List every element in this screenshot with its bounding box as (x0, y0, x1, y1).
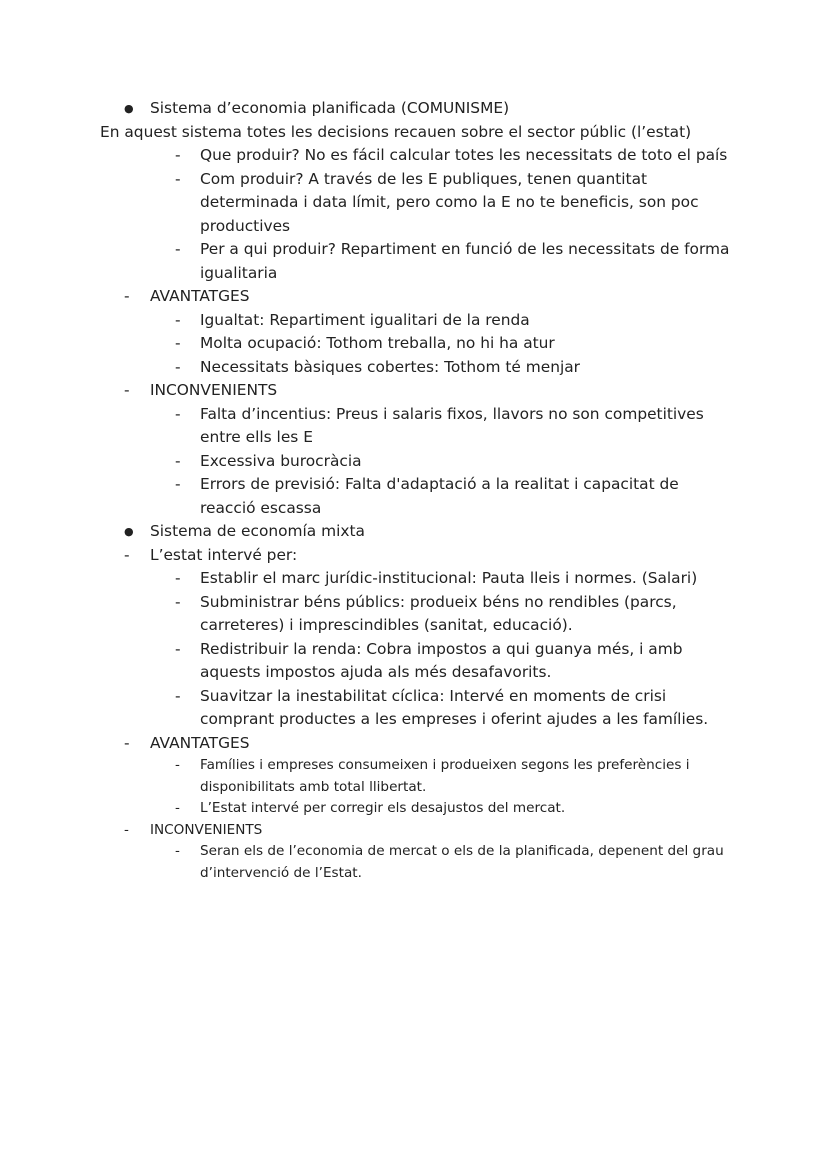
item-text: Famílies i empreses consumeixen i produeixen segons les preferències i disponibilitats amb total llibertat. (200, 757, 690, 795)
dash-icon: - (124, 381, 130, 399)
list-item (0, 450, 828, 474)
dash-icon: - (175, 569, 181, 587)
dash-icon: - (175, 357, 181, 376)
dash-icon: - (175, 310, 181, 329)
dash-icon: - (175, 451, 181, 470)
item-text: Com produir? A través de les E publiques, tenen quantitat determinada i data límit, pero como la E no te beneficis, son poc productives (200, 169, 699, 235)
dash-icon: - (175, 686, 181, 705)
paragraph (0, 121, 828, 145)
item-text: Sistema d’economia planificada (COMUNISME) (150, 99, 510, 117)
item-text: Falta d’incentius: Preus i salaris fixos, llavors no son competitives entre ells les E (200, 404, 704, 446)
item-text: Subministrar béns públics: produeix béns no rendibles (parcs, carreteres) i imprescindibles (sanitat, educació). (200, 592, 677, 634)
item-text: Per a qui produir? Repartiment en funció de les necessitats de forma igualitaria (200, 240, 730, 282)
item-text: Que produir? No es fácil calcular totes les necessitats de toto el país (200, 146, 728, 164)
item-text: INCONVENIENTS (150, 821, 263, 838)
dash-icon: - (175, 592, 181, 611)
dash-icon: - (175, 404, 181, 423)
item-text: AVANTATGES (150, 733, 250, 752)
item-text: L’estat intervé per: (150, 545, 298, 564)
dash-icon: - (175, 757, 180, 773)
list-item (0, 168, 828, 239)
bullet-icon: ● (124, 525, 134, 538)
list-item (0, 685, 828, 732)
item-text: Suavitzar la inestabilitat cíclica: Intervé en moments de crisi comprant productes a les empreses i oferint ajudes a les famílies. (200, 686, 709, 728)
list-item (0, 403, 828, 450)
list-item (0, 379, 828, 403)
item-text: Establir el marc jurídic-institucional: Pauta lleis i normes. (Salari) (200, 569, 698, 587)
dash-icon: - (124, 733, 130, 752)
item-text: Necessitats bàsiques cobertes: Tothom té menjar (200, 357, 581, 376)
dash-icon: - (124, 287, 130, 305)
item-text: Igualtat: Repartiment igualitari de la renda (200, 310, 530, 329)
dash-icon: - (175, 843, 180, 859)
list-item (0, 567, 828, 591)
list-item (0, 544, 828, 568)
item-text: En aquest sistema totes les decisions recauen sobre el sector públic (l’estat) (100, 122, 692, 141)
item-text: AVANTATGES (150, 287, 250, 305)
item-text: Molta ocupació: Tothom treballa, no hi ha atur (200, 334, 555, 352)
dash-icon: - (175, 146, 181, 164)
item-text: Sistema de economía mixta (150, 522, 365, 540)
list-item (0, 238, 828, 285)
list-item (0, 732, 828, 756)
list-item (0, 591, 828, 638)
list-item (0, 356, 828, 380)
dash-icon: - (175, 800, 180, 816)
list-item (0, 285, 828, 309)
item-text: Errors de previsió: Falta d'adaptació a la realitat i capacitat de reacció escassa (200, 475, 679, 517)
list-item (0, 144, 828, 168)
bullet-icon: ● (124, 102, 134, 115)
list-item (0, 638, 828, 685)
list-item (0, 332, 828, 356)
dash-icon: - (124, 821, 129, 838)
list-item (0, 798, 828, 820)
item-text: Redistribuir la renda: Cobra impostos a qui guanya més, i amb aquests impostos ajuda als més desafavorits. (200, 639, 683, 681)
list-item (0, 755, 828, 798)
list-item (0, 820, 828, 842)
item-text: Excessiva burocràcia (200, 451, 362, 470)
item-text: Seran els de l’economia de mercat o els de la planificada, depenent del grau d’intervenció de l’Estat. (200, 843, 724, 881)
dash-icon: - (175, 639, 181, 658)
list-item (0, 473, 828, 520)
dash-icon: - (175, 240, 181, 258)
bullet-item (0, 520, 828, 544)
list-item (0, 309, 828, 333)
bullet-item (0, 97, 828, 121)
item-text: L’Estat intervé per corregir els desajustos del mercat. (200, 800, 566, 816)
dash-icon: - (175, 475, 181, 493)
notes-page (0, 97, 828, 884)
item-text: INCONVENIENTS (150, 381, 278, 399)
dash-icon: - (175, 169, 181, 188)
list-item (0, 841, 828, 884)
dash-icon: - (175, 334, 181, 352)
dash-icon: - (124, 545, 130, 564)
